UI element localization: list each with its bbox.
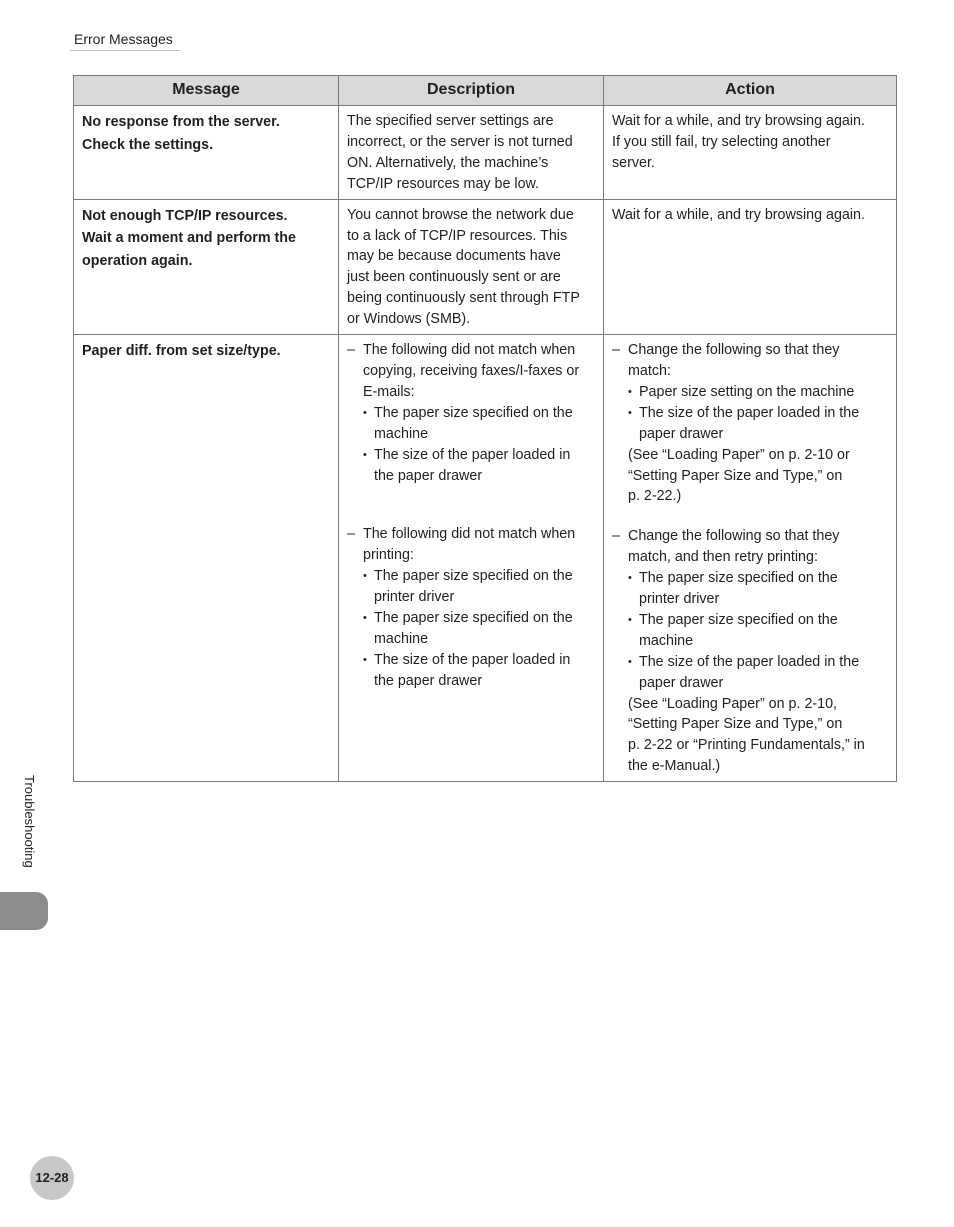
action-line: printer driver <box>639 591 720 608</box>
description-line: • The size of the paper loaded in <box>374 446 571 463</box>
description-line: The specified server settings are <box>347 113 554 129</box>
message-line: Wait a moment and perform the <box>82 230 296 247</box>
bullet-item <box>612 568 888 610</box>
description-line: • The paper size specified on the <box>374 568 573 585</box>
action-line: – Change the following so that they <box>628 342 840 359</box>
description-line: ON. Alternatively, the machine’s <box>347 154 549 171</box>
action-cell <box>604 335 897 782</box>
message-line: No response from the server. <box>82 114 280 130</box>
action-line: “Setting Paper Size and Type,” on <box>628 716 843 733</box>
description-cell <box>339 106 604 200</box>
action-line: • Paper size setting on the machine <box>639 383 855 400</box>
reference-note <box>612 445 888 508</box>
action-line: p. 2-22.) <box>628 488 682 505</box>
error-messages-table <box>73 75 897 782</box>
message-line: Check the settings. <box>82 136 214 153</box>
action-line: – Change the following so that they <box>628 528 840 545</box>
block-gap <box>612 507 888 526</box>
action-cell <box>604 199 897 334</box>
running-head: Error Messages <box>74 31 173 47</box>
bullet-item <box>612 610 888 652</box>
description-line: may be because documents have <box>347 248 561 265</box>
action-line: paper drawer <box>639 425 724 442</box>
action-line: “Setting Paper Size and Type,” on <box>628 467 843 484</box>
action-line: Wait for a while, and try browsing again. <box>612 113 865 129</box>
action-line: • The paper size specified on the <box>639 611 838 628</box>
description-line: the paper drawer <box>374 672 483 689</box>
bullet-item <box>612 403 888 445</box>
action-line: • The size of the paper loaded in the <box>639 653 860 670</box>
message-line: Not enough TCP/IP resources. <box>82 207 288 224</box>
block-gap <box>347 486 595 505</box>
action-cell <box>604 106 897 200</box>
description-line: machine <box>374 425 429 442</box>
chapter-tab <box>0 892 48 930</box>
description-cell <box>339 335 604 782</box>
dash-item <box>612 526 888 568</box>
description-line: • The paper size specified on the <box>374 404 573 421</box>
action-line: paper drawer <box>639 674 724 691</box>
header-message: Message <box>74 76 339 106</box>
action-line: If you still fail, try selecting another <box>612 133 831 150</box>
message-line: Paper diff. from set size/type. <box>82 343 281 360</box>
action-line: Wait for a while, and try browsing again. <box>612 206 865 223</box>
message-line: operation again. <box>82 253 193 270</box>
dash-item <box>612 340 888 382</box>
description-line: copying, receiving faxes/I-faxes or <box>363 362 580 379</box>
bullet-item <box>347 403 595 445</box>
description-line: being continuously sent through FTP <box>347 290 580 307</box>
message-cell <box>74 335 339 782</box>
description-line: – The following did not match when <box>363 342 576 359</box>
action-line: (See “Loading Paper” on p. 2-10 or <box>628 446 850 463</box>
bullet-item <box>612 382 888 403</box>
action-line: server. <box>612 154 655 171</box>
action-line: match, and then retry printing: <box>628 549 818 566</box>
description-line: TCP/IP resources may be low. <box>347 175 540 192</box>
side-tab-label-text: Troubleshooting <box>22 775 37 868</box>
reference-note <box>612 694 888 778</box>
bullet-item <box>347 566 595 608</box>
page-number: 12-28 <box>30 1156 74 1200</box>
dash-item <box>347 524 595 566</box>
description-line: – The following did not match when <box>363 526 576 543</box>
action-line: (See “Loading Paper” on p. 2-10, <box>628 695 838 712</box>
description-line: printing: <box>363 547 414 564</box>
action-line: • The size of the paper loaded in the <box>639 404 860 421</box>
action-line: machine <box>639 632 694 649</box>
dash-item <box>347 340 595 403</box>
description-line: the paper drawer <box>374 467 483 484</box>
table-row <box>74 199 897 334</box>
description-line: to a lack of TCP/IP resources. This <box>347 227 568 244</box>
message-cell <box>74 106 339 200</box>
description-line: printer driver <box>374 589 455 606</box>
block-gap <box>347 505 595 524</box>
bullet-item <box>612 652 888 694</box>
header-action: Action <box>604 76 897 106</box>
action-line: • The paper size specified on the <box>639 570 838 587</box>
description-cell <box>339 199 604 334</box>
description-line: machine <box>374 630 429 647</box>
table-header-row <box>74 76 897 106</box>
action-line: the e-Manual.) <box>628 758 721 775</box>
description-line: just been continuously sent or are <box>347 269 561 286</box>
action-line: p. 2-22 or “Printing Fundamentals,” in <box>628 737 865 754</box>
table-row <box>74 106 897 200</box>
description-line: You cannot browse the network due <box>347 206 574 223</box>
description-line: E-mails: <box>363 383 415 400</box>
message-cell <box>74 199 339 334</box>
action-line: match: <box>628 362 671 379</box>
description-line: incorrect, or the server is not turned <box>347 133 573 150</box>
side-tab-label <box>20 775 40 885</box>
description-line: • The paper size specified on the <box>374 610 573 627</box>
description-line: • The size of the paper loaded in <box>374 651 571 668</box>
bullet-item <box>347 608 595 650</box>
description-line: or Windows (SMB). <box>347 311 471 328</box>
header-description: Description <box>339 76 604 106</box>
table-row <box>74 335 897 782</box>
bullet-item <box>347 445 595 487</box>
running-head-rule <box>70 50 180 51</box>
bullet-item <box>347 650 595 692</box>
